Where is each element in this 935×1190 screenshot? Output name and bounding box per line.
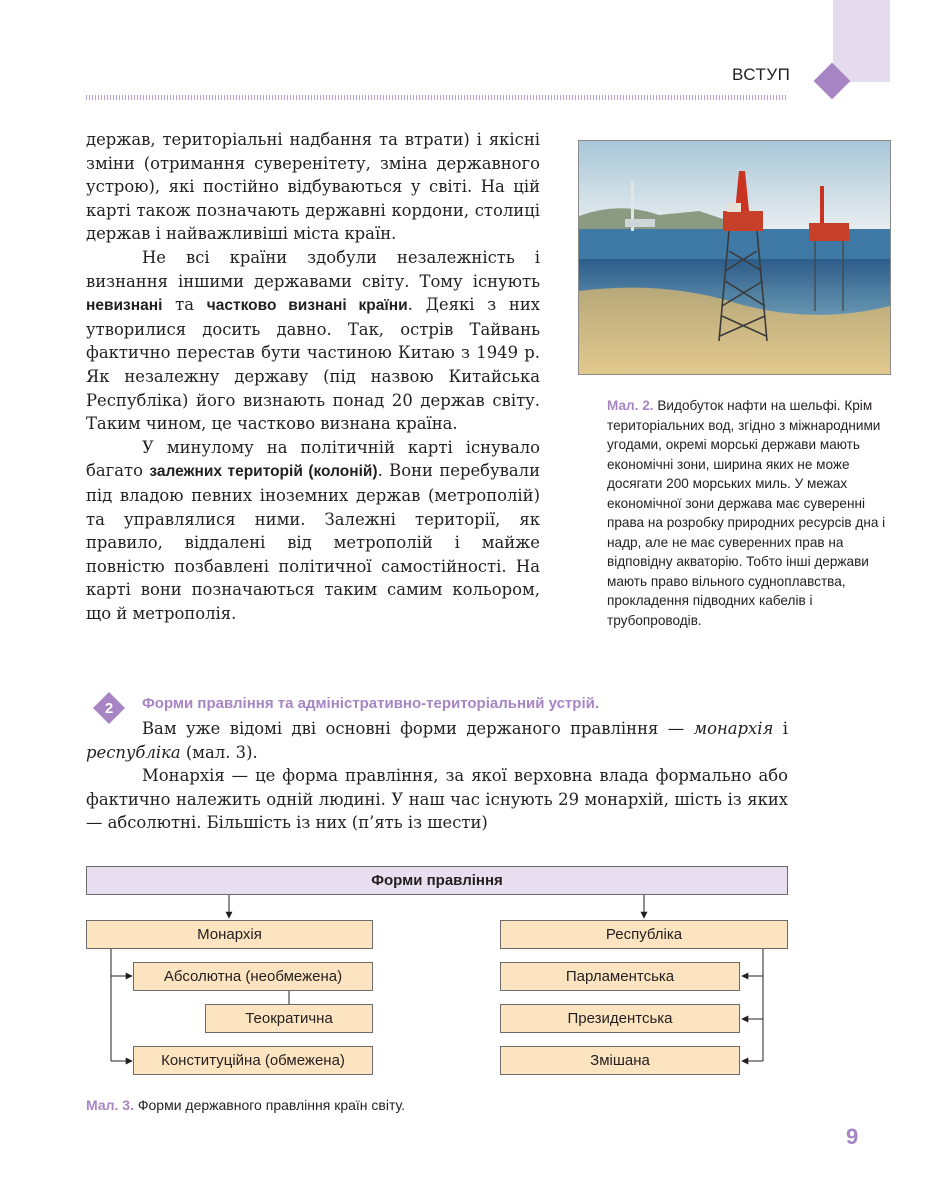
text-run: і — [773, 719, 788, 738]
absolute-monarchy-box: Абсолютна (необмежена) — [133, 962, 373, 991]
term-republic: республіка — [86, 742, 181, 762]
section-number: 2 — [104, 700, 114, 717]
section-header: ВСТУП — [732, 65, 791, 84]
text-run: (мал. 3). — [180, 742, 258, 762]
paragraph: держав, територіальні надбання та втрати) і якісні зміни (отримання суверенітету, зміна державного устрою), які постійно відбуваються у світі. На цій карті також позначають державні кордони, столиці держав і найважливіші міста країн. — [86, 130, 540, 244]
parliamentary-republic-box: Парламентська — [500, 962, 740, 991]
term-unrecognized: невизнані — [86, 297, 163, 315]
figure-3-caption — [86, 1097, 405, 1113]
section-heading: Форми правління та адміністративно-територіальний устрій. — [142, 695, 600, 712]
page-number: 9 — [846, 1124, 859, 1149]
text-run: У минулому на політичній карті існувало багато — [86, 437, 540, 481]
text-run: Не всі країни здобули незалежність і визнання іншими державами світу. Тому існують — [86, 247, 540, 291]
figure-2-text: Видобуток нафти на шельфі. Крім територіальних вод, згідно з міжнародними угодами, окремі морські держави мають економічні зони, ширина яких не може досягати 200 морських миль. У межах економічної зони держава має суверенні права на розробку природних ресурсів дна і надр, але не має суверенних прав на відповідну акваторію. Тобто інші держави мають право вільного судноплавства, прокладення підводних кабелів і трубопроводів. — [607, 398, 886, 628]
figure-3-label: Мал. 3. — [86, 1097, 134, 1113]
monarchy-box: Монархія — [86, 920, 373, 949]
text-run: . Деякі з них утворилися досить давно. Так, острів Тайвань фактично перестав бути частиною Китаю з 1949 р. Як незалежну державу (під назвою Китайська Республіка) його визнають понад 20 держав світу. Таким чином, це частково визнана країна. — [86, 295, 540, 434]
term-colonies: залежних територій (колоній) — [149, 463, 378, 481]
term-monarchy: монархія — [693, 719, 774, 738]
figure-3-text: Форми державного правління країн світу. — [133, 1097, 406, 1113]
constitutional-monarchy-box: Конституційна (обмежена) — [133, 1046, 373, 1075]
presidential-republic-box: Президентська — [500, 1004, 740, 1033]
text-run: та — [162, 295, 207, 315]
figure-2-label: Мал. 2. — [607, 398, 654, 413]
mixed-republic-box: Змішана — [500, 1046, 740, 1075]
text-run: Вам уже відомі дві основні форми держаного правління — — [142, 719, 694, 738]
paragraph: Монархія — це форма правління, за якої верховна влада формально або фактично належить одній людині. У наш час існують 29 монархій, шість із яких — абсолютні. Більшість із них (п’ять із шести) — [86, 766, 788, 833]
diagram-root-box: Форми правління — [86, 866, 788, 895]
theocratic-monarchy-box: Теократична — [205, 1004, 373, 1033]
republic-box: Республіка — [500, 920, 788, 949]
term-partially-recognized: частково визнані країни — [206, 297, 408, 315]
text-run: . Вони перебували під владою певних іноземних держав (метрополій) та управлялися ними. Залежні території, як правило, віддалені від метрополій і майже повністю позбавлені політичної самостійності. На карті вони позначаються таким самим кольором, що й метрополія. — [86, 461, 540, 623]
